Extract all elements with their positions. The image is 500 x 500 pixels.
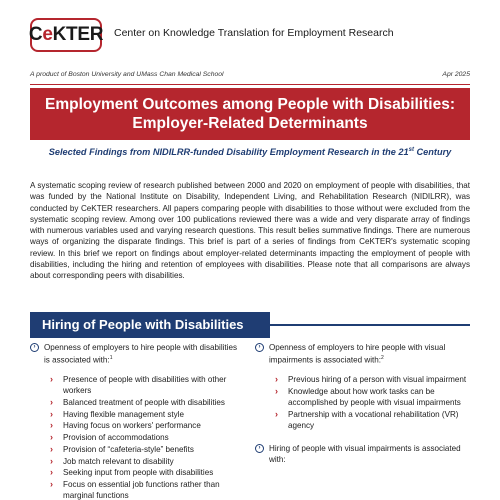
list-item: › Having focus on workers' performance — [50, 420, 201, 431]
list-item: › Partnership with a vocational rehabilitation (VR) agency — [275, 408, 459, 430]
list-item: › Provision of “cafeteria-style” benefits — [50, 443, 194, 454]
factor-list — [30, 374, 245, 500]
chevron-right-icon: › — [50, 455, 53, 466]
chevron-right-icon: › — [275, 374, 278, 385]
logo-text: CeKTER — [28, 24, 104, 45]
circle-chevron-icon: › — [255, 444, 264, 453]
chevron-right-icon: › — [275, 385, 278, 396]
list-item: › Provision of accommodations — [50, 432, 169, 443]
chevron-right-icon: › — [50, 397, 53, 407]
center-name: Center on Knowledge Translation for Employment Research — [114, 27, 394, 39]
list-item: › Previous hiring of a person with visual impairment — [275, 374, 467, 385]
list-item: › Job match relevant to disability — [50, 455, 174, 466]
lead-item: › Hiring of people with visual impairments is associated with: — [255, 443, 470, 465]
product-line — [30, 71, 470, 83]
header-rule — [30, 84, 470, 85]
chevron-right-icon: › — [50, 374, 53, 385]
list-item: › Knowledge about how work tasks can be accomplished by people with visual impairments — [275, 385, 461, 407]
chevron-right-icon: › — [50, 478, 53, 489]
left-column — [30, 340, 245, 500]
list-item: › Focus on essential job functions rather than marginal functions — [50, 478, 220, 500]
chevron-right-icon: › — [50, 467, 53, 478]
list-item: › Having flexible management style — [50, 408, 185, 419]
section-rule — [270, 324, 470, 326]
title-line-2: Employer-Related Determinants — [132, 115, 368, 132]
cekter-logo — [30, 18, 102, 52]
header — [30, 14, 470, 64]
factor-list — [255, 374, 470, 431]
list-item: › Presence of people with disabilities with other workers — [50, 374, 227, 396]
list-item: › Balanced treatment of people with disabilities — [50, 397, 225, 407]
subtitle: Selected Findings from NIDILRR-funded Disability Employment Research in the 21st Century — [48, 147, 452, 158]
list-item: › Seeking input from people with disabilities — [50, 467, 214, 478]
title-banner — [30, 88, 470, 140]
lead-item: › Openness of employers to hire people with visual impairments is associated with:$^2$ — [255, 342, 470, 366]
publication-date: Apr 2025 — [442, 71, 470, 78]
chevron-right-icon: › — [275, 408, 278, 419]
title-line-1: Employment Outcomes among People with Disabilities: — [45, 96, 455, 113]
lead-item: › Openness of employers to hire people with disabilities is associated with:$^1$ — [30, 342, 245, 366]
chevron-right-icon: › — [50, 432, 53, 443]
right-column — [255, 340, 470, 474]
chevron-right-icon: › — [50, 420, 53, 431]
chevron-right-icon: › — [50, 443, 53, 454]
product-credit: A product of Boston University and UMass Chan Medical School — [30, 71, 224, 78]
chevron-right-icon: › — [50, 408, 53, 419]
section-heading: Hiring of People with Disabilities — [30, 312, 270, 338]
circle-chevron-icon: › — [30, 343, 39, 352]
intro-paragraph: A systematic scoping review of research published between 2000 and 2020 on employment of people with disabilities, that was funded by the National Institute on Disability, Independent Living, and Rehabilitation Research (NIDILRR), was conducted by CeKTER researchers. All papers comparing people with disabilities to those without were excluded from the systematic scoping review. Among over 100 publications reviewed there was a wide and very disparate array of findings with numerous variables used and varying research questions. This result belies summative findings. There are numerous ways of organizing the disparate findings. This brief is part of a series of findings from CeKTER's systematic scoping review. In this brief we report on findings about employer-related determinants impacting the employment of people with disabilities, including the hiring and retention of employees with disabilities. Please note that all comparisons are always about corresponding peers with disabilities. — [30, 181, 470, 281]
circle-chevron-icon: › — [255, 343, 264, 352]
